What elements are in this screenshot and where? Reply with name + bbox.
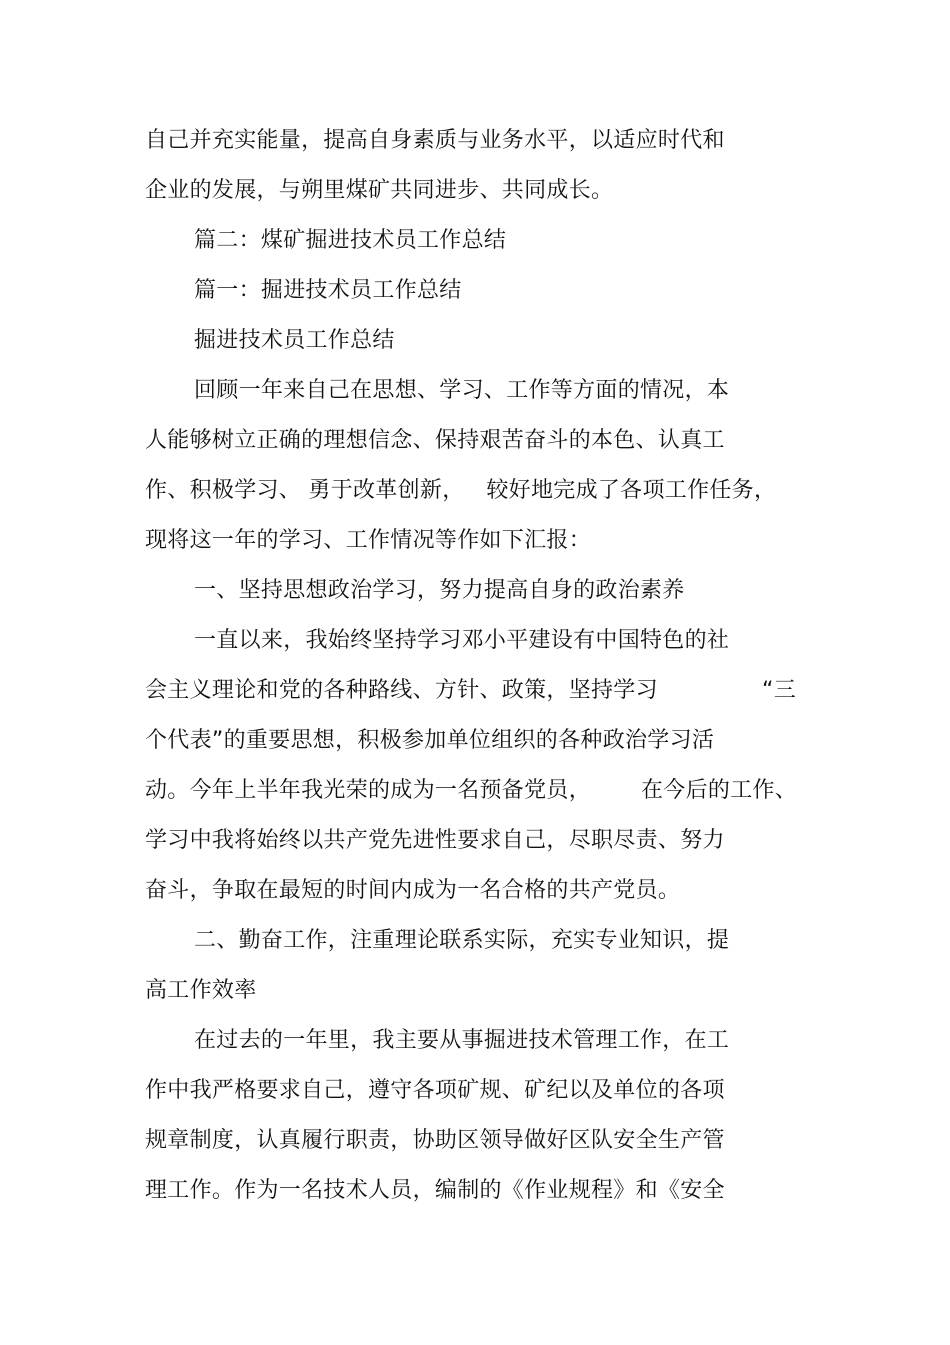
section-heading-two: 二、勤奋工作，注重理论联系实际，充实专业知识，提 bbox=[194, 928, 730, 953]
body-text-line: 人能够树立正确的理想信念、保持艰苦奋斗的本色、认真工 bbox=[145, 428, 725, 453]
body-text-line: 规章制度，认真履行职责，协助区领导做好区队安全生产管 bbox=[145, 1128, 725, 1153]
body-text-line: 作中我严格要求自己，遵守各项矿规、矿纪以及单位的各项 bbox=[145, 1078, 725, 1103]
body-text-fragment: 在今后的工作、 bbox=[641, 778, 798, 803]
body-text-fragment: “三 bbox=[762, 678, 796, 703]
paragraph-first-line: 回顾一年来自己在思想、学习、工作等方面的情况，本 bbox=[194, 378, 730, 403]
paragraph-first-line: 一直以来，我始终坚持学习邓小平建设有中国特色的社 bbox=[194, 628, 730, 653]
document-title: 掘进技术员工作总结 bbox=[194, 328, 395, 353]
heading-chapter-one: 篇一：掘进技术员工作总结 bbox=[194, 278, 462, 303]
body-text-line: 现将这一年的学习、工作情况等作如下汇报： bbox=[145, 528, 592, 553]
body-text-line: 个代表”的重要思想，积极参加单位组织的各种政治学习活 bbox=[145, 728, 715, 753]
body-text-line: 理工作。作为一名技术人员，编制的《作业规程》和《安全 bbox=[145, 1178, 725, 1203]
section-heading-one: 一、坚持思想政治学习，努力提高自身的政治素养 bbox=[194, 578, 685, 603]
body-text-line: 企业的发展，与朔里煤矿共同进步、共同成长。 bbox=[145, 178, 614, 203]
body-text-line: 作、积极学习、 勇于改革创新， 较好地完成了各项工作任务， bbox=[145, 478, 777, 503]
body-text-line: 学习中我将始终以共产党先进性要求自己，尽职尽责、努力 bbox=[145, 828, 725, 853]
body-text-line: 自己并充实能量，提高自身素质与业务水平，以适应时代和 bbox=[145, 128, 725, 153]
body-text-line: 会主义理论和党的各种路线、方针、政策，坚持学习 bbox=[145, 678, 658, 703]
body-text-line: 动。今年上半年我光荣的成为一名预备党员， bbox=[145, 778, 592, 803]
paragraph-first-line: 在过去的一年里，我主要从事掘进技术管理工作，在工 bbox=[194, 1028, 730, 1053]
body-text-line: 奋斗，争取在最短的时间内成为一名合格的共产党员。 bbox=[145, 878, 681, 903]
heading-chapter-two: 篇二：煤矿掘进技术员工作总结 bbox=[194, 228, 507, 253]
section-heading-two-continued: 高工作效率 bbox=[145, 978, 257, 1003]
